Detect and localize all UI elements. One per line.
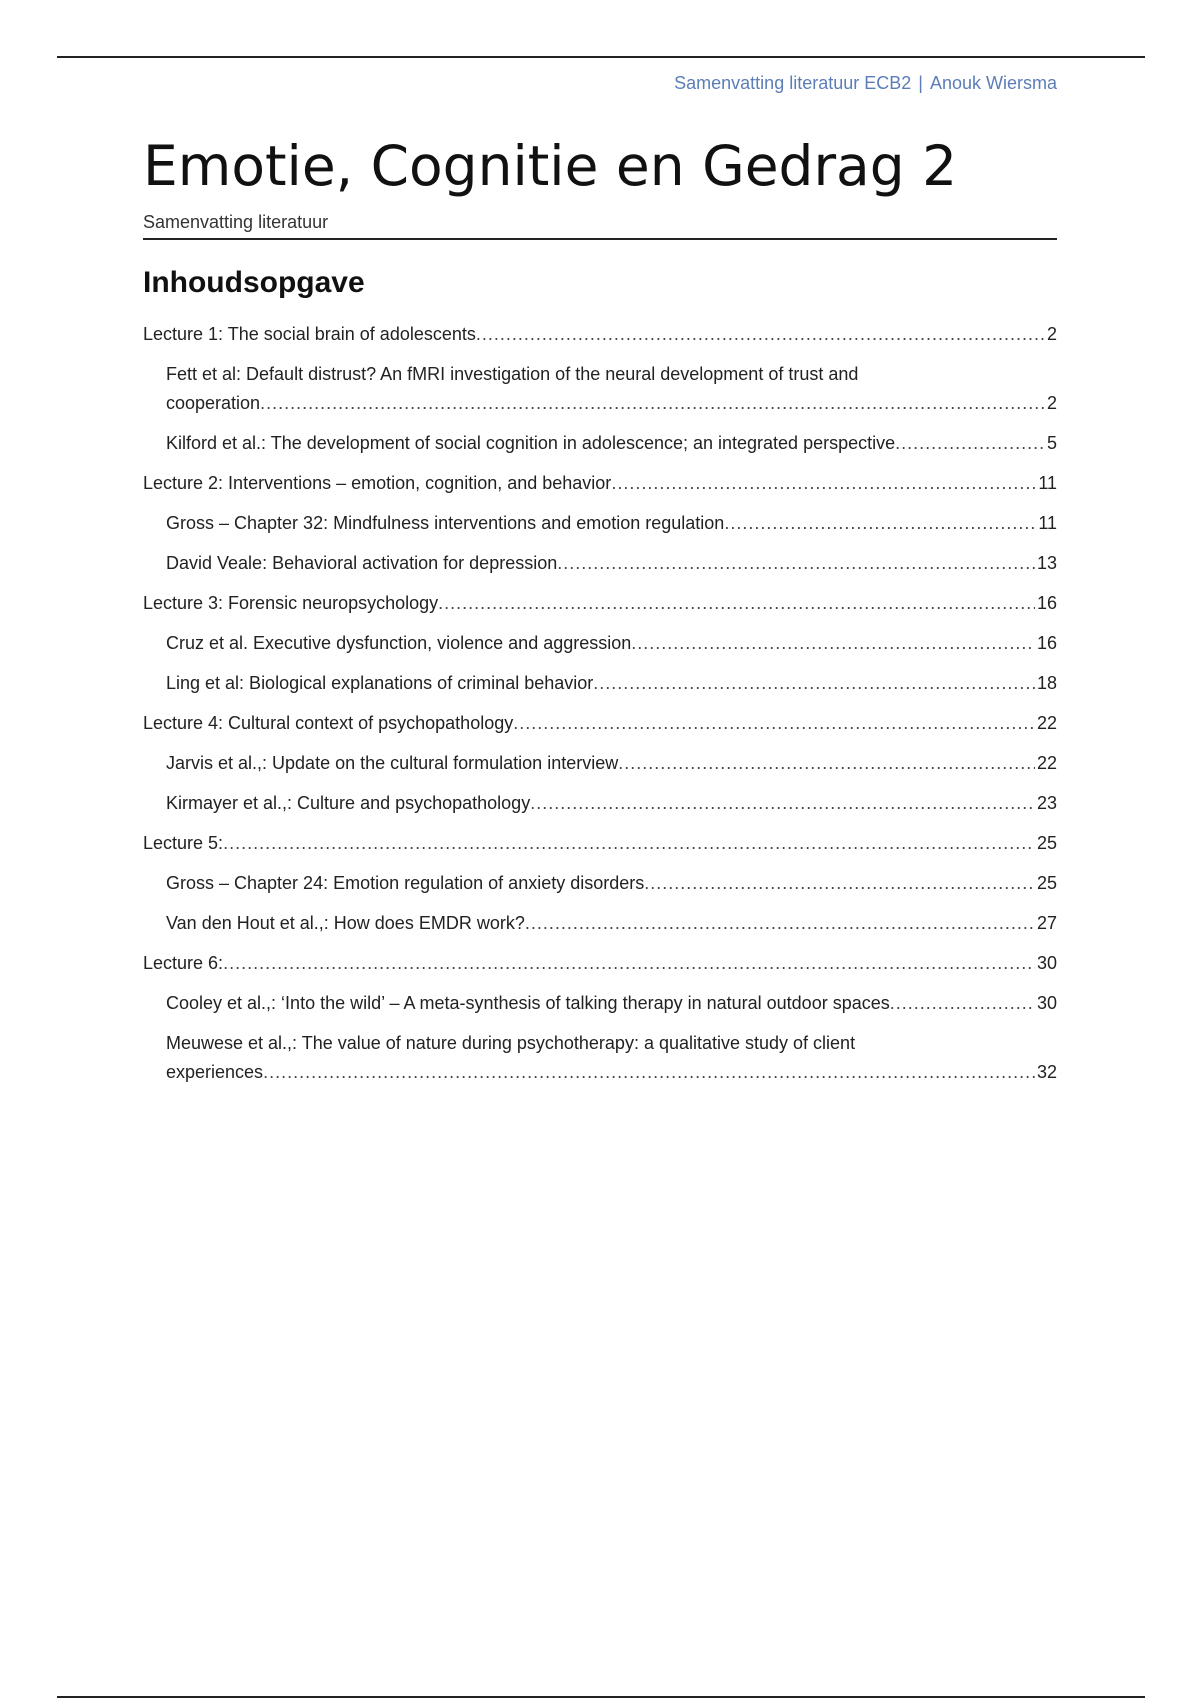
toc-entry-reading[interactable]: [143, 869, 1057, 898]
toc-heading: Inhoudsopgave: [143, 266, 365, 299]
running-header: [674, 73, 1057, 94]
toc-entry-label: David Veale: Behavioral activation for depression: [166, 553, 558, 573]
toc-entry-page-number: 22: [1035, 749, 1057, 778]
toc-entry-label: Kirmayer et al.,: Culture and psychopathology: [166, 793, 531, 813]
toc-entry-page-number: 32: [1035, 1058, 1057, 1087]
toc-entry-leader: [166, 629, 1057, 658]
toc-entry-text: [143, 829, 1057, 858]
toc-entry-text: [166, 989, 1057, 1018]
toc-entry-lecture[interactable]: [143, 829, 1057, 858]
toc-entry-label: Gross – Chapter 32: Mindfulness interventions and emotion regulation: [166, 513, 725, 533]
toc-entry-text: [166, 429, 1057, 458]
toc-entry-reading[interactable]: [143, 509, 1057, 538]
toc-entry-page-number: 16: [1035, 629, 1057, 658]
toc-entry-leader: [166, 389, 1057, 418]
toc-entry-page-number: 11: [1036, 509, 1057, 538]
toc-entry-text: [143, 320, 1057, 349]
toc-entry-leader: [166, 869, 1057, 898]
toc-entry-page-number: 25: [1035, 869, 1057, 898]
toc-entry-label: Jarvis et al.,: Update on the cultural formulation interview: [166, 753, 619, 773]
toc-entry-text: [166, 749, 1057, 778]
toc-entry-label: Cruz et al. Executive dysfunction, violence and aggression: [166, 633, 632, 653]
toc-entry-page-number: 13: [1035, 549, 1057, 578]
toc-entry-label: Van den Hout et al.,: How does EMDR work?: [166, 913, 525, 933]
toc-entry-leader: [143, 320, 1057, 349]
toc-entry-reading[interactable]: [143, 749, 1057, 778]
toc-entry-text-line1: Fett et al: Default distrust? An fMRI investigation of the neural development of trust and: [166, 364, 859, 384]
toc-entry-text: [166, 509, 1057, 538]
toc-entry-reading[interactable]: [143, 629, 1057, 658]
toc-entry-page-number: 25: [1035, 829, 1057, 858]
toc-entry-text: [166, 909, 1057, 938]
toc-entry-text: [143, 709, 1057, 738]
toc-entry-page-number: 16: [1035, 589, 1057, 618]
toc-entry-text: [166, 549, 1057, 578]
toc-entry-label: Kilford et al.: The development of social cognition in adolescence; an integrated perspective: [166, 433, 896, 453]
toc-entry-label: Lecture 6:: [143, 953, 224, 973]
toc-entry-leader: [166, 509, 1057, 538]
toc-entry-page-number: 5: [1045, 429, 1057, 458]
toc-entry-text: [143, 589, 1057, 618]
toc-entry-leader: [143, 589, 1057, 618]
toc-entry-lecture[interactable]: [143, 709, 1057, 738]
toc-entry-label: experiences: [166, 1062, 264, 1082]
toc-entry-page-number: 27: [1035, 909, 1057, 938]
toc-entry-page-number: 11: [1036, 469, 1057, 498]
toc-entry-text: [166, 1029, 1057, 1087]
toc-entry-leader: [143, 829, 1057, 858]
toc-entry-page-number: 22: [1035, 709, 1057, 738]
toc-entry-leader: [166, 1058, 1057, 1087]
toc-entry-text: [166, 789, 1057, 818]
toc-entry-leader: [143, 469, 1057, 498]
toc-entry-reading[interactable]: [143, 549, 1057, 578]
toc-entry-lecture[interactable]: [143, 589, 1057, 618]
page-top-rule: [57, 56, 1145, 58]
toc-entry-label: Lecture 1: The social brain of adolescents: [143, 324, 476, 344]
header-separator: |: [918, 73, 923, 93]
toc-entry-reading[interactable]: [143, 360, 1057, 418]
toc-entry-text: [143, 949, 1057, 978]
toc-entry-text: [166, 629, 1057, 658]
toc-entry-page-number: 30: [1035, 989, 1057, 1018]
toc-entry-label: Lecture 5:: [143, 833, 224, 853]
toc-entry-leader: [143, 709, 1057, 738]
toc-entry-label: Lecture 4: Cultural context of psychopathology: [143, 713, 514, 733]
toc-entry-reading[interactable]: [143, 789, 1057, 818]
toc-entry-reading[interactable]: [143, 909, 1057, 938]
toc-entry-label: Lecture 3: Forensic neuropsychology: [143, 593, 439, 613]
header-author: Anouk Wiersma: [929, 73, 1057, 93]
toc-entry-lecture[interactable]: [143, 320, 1057, 349]
toc-entry-page-number: 2: [1045, 389, 1057, 418]
toc-entry-leader: [166, 749, 1057, 778]
toc-entry-text: [166, 360, 1057, 418]
header-doc-label: Samenvatting literatuur ECB2: [674, 73, 912, 93]
toc-entry-leader: [166, 909, 1057, 938]
toc-entry-leader: [166, 549, 1057, 578]
document-subtitle: Samenvatting literatuur: [143, 212, 329, 232]
table-of-contents: [143, 320, 1057, 1098]
toc-entry-leader: [166, 429, 1057, 458]
toc-entry-page-number: 23: [1035, 789, 1057, 818]
toc-entry-page-number: 30: [1035, 949, 1057, 978]
toc-entry-label: Ling et al: Biological explanations of criminal behavior: [166, 673, 594, 693]
title-divider: [143, 238, 1057, 240]
toc-entry-text: [166, 669, 1057, 698]
toc-entry-leader: [166, 989, 1057, 1018]
toc-entry-leader: [143, 949, 1057, 978]
toc-entry-leader: [166, 789, 1057, 818]
toc-entry-reading[interactable]: [143, 429, 1057, 458]
toc-entry-label: Lecture 2: Interventions – emotion, cognition, and behavior: [143, 473, 612, 493]
page-bottom-rule: [57, 1696, 1145, 1698]
toc-entry-text: [166, 869, 1057, 898]
toc-entry-page-number: 2: [1045, 320, 1057, 349]
toc-entry-reading[interactable]: [143, 989, 1057, 1018]
toc-entry-lecture[interactable]: [143, 949, 1057, 978]
toc-entry-label: Cooley et al.,: ‘Into the wild’ – A meta-synthesis of talking therapy in natural outdoor spaces: [166, 993, 890, 1013]
toc-entry-lecture[interactable]: [143, 469, 1057, 498]
toc-entry-reading[interactable]: [143, 1029, 1057, 1087]
toc-entry-page-number: 18: [1035, 669, 1057, 698]
toc-entry-leader: [166, 669, 1057, 698]
toc-entry-text: [143, 469, 1057, 498]
toc-entry-reading[interactable]: [143, 669, 1057, 698]
toc-entry-label: Gross – Chapter 24: Emotion regulation of anxiety disorders: [166, 873, 645, 893]
toc-entry-label: cooperation: [166, 393, 261, 413]
toc-entry-text-line1: Meuwese et al.,: The value of nature during psychotherapy: a qualitative study of client: [166, 1033, 856, 1053]
document-title: Emotie, Cognitie en Gedrag 2: [143, 134, 958, 198]
